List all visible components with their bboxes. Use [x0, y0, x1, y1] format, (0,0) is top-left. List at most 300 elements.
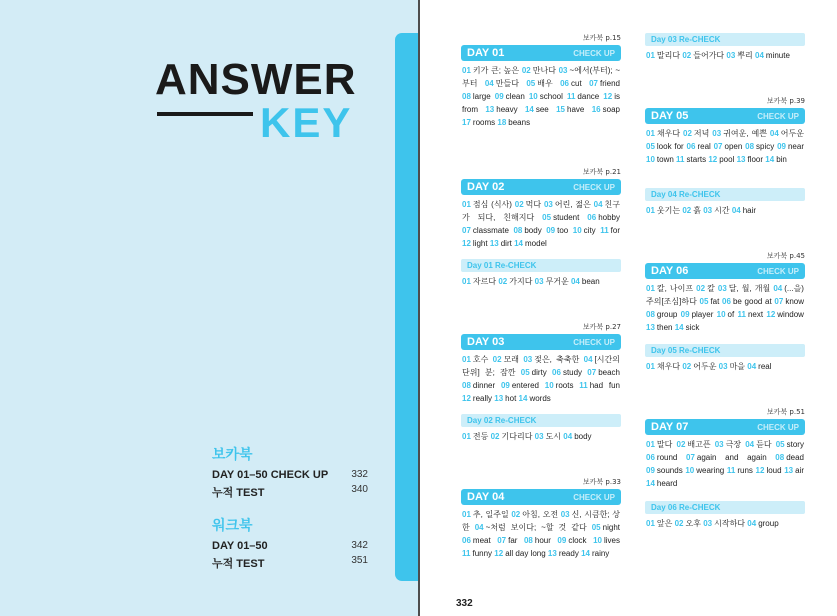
answer-text: 호수: [472, 355, 489, 364]
answer-text: dirty: [531, 368, 547, 377]
answer-item: [646, 310, 677, 319]
answer-list: [645, 357, 805, 373]
answer-text: know: [785, 297, 804, 306]
answer-number: 01: [462, 66, 471, 75]
answer-text: 어린, 젊은: [554, 200, 591, 209]
answer-number: 10: [528, 92, 538, 101]
answer-text: 앞은: [656, 519, 673, 528]
answer-item: [784, 466, 804, 475]
answer-number: 14: [581, 549, 590, 558]
answer-number: 05: [591, 523, 601, 532]
answer-text: hair: [742, 206, 757, 215]
answer-item: [592, 523, 620, 532]
recheck-block: [645, 344, 805, 373]
toc-heading-vocabbook: 보카북: [212, 446, 253, 462]
toc-row-title: DAY 01–50 CHECK UP: [212, 469, 329, 481]
answer-text: rooms: [472, 118, 496, 127]
answer-number: 05: [520, 368, 530, 377]
answer-text: too: [557, 226, 569, 235]
answer-number: 02: [492, 355, 502, 364]
answer-item: [755, 51, 790, 60]
answer-number: 11: [579, 381, 588, 390]
answer-item: [493, 355, 519, 364]
answer-text: see: [535, 105, 549, 114]
day-title: DAY 04: [467, 491, 505, 503]
recheck-label: Re-CHECK: [679, 35, 721, 44]
check-up-label: CHECK UP: [573, 48, 615, 58]
answer-item: [646, 440, 672, 449]
answer-text: starts: [686, 155, 707, 164]
answer-item: [552, 368, 582, 377]
toc-row[interactable]: [212, 540, 368, 552]
answer-number: 01: [646, 51, 655, 60]
answer-number: 08: [523, 536, 533, 545]
recheck-day: Day 03: [651, 35, 677, 44]
answer-item: [535, 277, 569, 286]
day-header-bar: [645, 108, 805, 124]
answer-list: [645, 435, 805, 490]
answer-number: 01: [646, 440, 655, 449]
answer-item: [462, 226, 509, 235]
day-header-bar: [645, 419, 805, 435]
answer-text: 도시: [545, 432, 562, 441]
answer-item: [462, 536, 491, 545]
answer-number: 10: [593, 536, 602, 545]
answer-text: meat: [472, 536, 491, 545]
answer-number: 03: [534, 432, 544, 441]
answer-number: 01: [646, 362, 655, 371]
answer-item: [703, 519, 745, 528]
answer-item: [646, 519, 672, 528]
answer-text: really: [472, 394, 493, 403]
answer-number: 03: [543, 200, 553, 209]
answer-item: [495, 92, 525, 101]
recheck-block: [645, 188, 805, 217]
answer-number: 01: [462, 200, 471, 209]
answer-item: [491, 432, 533, 441]
day-header-bar: [645, 263, 805, 279]
answer-number: 02: [682, 206, 692, 215]
answer-text: ready: [558, 549, 579, 558]
toc-row[interactable]: [212, 484, 368, 500]
answer-number: 07: [497, 536, 507, 545]
answer-item: [462, 92, 491, 101]
answer-text: 시작하다: [714, 519, 746, 528]
answer-number: 09: [680, 310, 690, 319]
answer-item: [522, 66, 556, 75]
answer-number: 01: [646, 206, 655, 215]
answer-text: night: [602, 523, 620, 532]
toc-row-page: 342: [351, 540, 368, 551]
answer-item: [475, 523, 587, 532]
answer-text: bin: [776, 155, 787, 164]
answer-number: 07: [774, 297, 784, 306]
answer-item: [677, 440, 711, 449]
answer-number: 07: [713, 142, 723, 151]
vocab-book-page-ref: 보카북 p.27: [582, 323, 621, 331]
answer-number: 14: [765, 155, 775, 164]
answer-text: body: [524, 226, 542, 235]
answer-item: [571, 277, 600, 286]
answer-item: [745, 440, 771, 449]
day-header-bar: [461, 334, 621, 350]
answer-number: 04: [563, 432, 573, 441]
answer-number: 03: [712, 129, 722, 138]
answer-number: 02: [682, 51, 692, 60]
answer-item: [775, 453, 804, 462]
answer-text: 말다: [656, 440, 673, 449]
answer-number: 09: [500, 381, 510, 390]
answer-number: 02: [674, 519, 684, 528]
answer-number: 14: [646, 479, 655, 488]
answer-number: 09: [546, 226, 556, 235]
check-up-label: CHECK UP: [757, 266, 799, 276]
answer-number: 04: [773, 284, 783, 293]
answer-text: 시간: [714, 206, 730, 215]
answer-item: [646, 284, 693, 293]
answer-text: fat: [710, 297, 720, 306]
answer-text: all day long: [505, 549, 546, 558]
toc-row-title: DAY 01–50: [212, 540, 268, 552]
answer-number: 05: [699, 297, 709, 306]
answer-number: 12: [603, 92, 613, 101]
answer-number: 05: [775, 440, 785, 449]
answer-text: cut: [571, 79, 582, 88]
answer-text: open: [724, 142, 743, 151]
answer-item: [523, 355, 579, 364]
answer-text: 칼, 나이프: [656, 284, 694, 293]
answer-number: 13: [646, 323, 655, 332]
answer-number: 12: [766, 310, 776, 319]
answer-text: friend: [599, 79, 620, 88]
vocab-book-page-ref: 보카북 p.33: [582, 478, 621, 486]
answer-text: 말리다: [656, 51, 681, 60]
answer-number: 01: [462, 355, 471, 364]
answer-text: body: [574, 432, 592, 441]
answer-item: [494, 549, 545, 558]
answer-number: 09: [494, 92, 504, 101]
toc-row-page: 351: [351, 555, 368, 566]
answer-text: group: [758, 519, 779, 528]
answer-item: [685, 466, 724, 475]
answer-item: [727, 466, 753, 475]
check-up-label: CHECK UP: [573, 337, 615, 347]
answer-text: 신, 시큼한; 상한: [462, 510, 621, 532]
answer-item: [560, 79, 582, 88]
answer-item: [745, 142, 774, 151]
answer-number: 08: [775, 453, 785, 462]
toc-row-title: 누적 TEST: [212, 487, 265, 499]
answer-item: [579, 381, 620, 390]
answer-number: 14: [674, 323, 684, 332]
table-of-contents: [212, 444, 368, 574]
answer-text: dirt: [500, 239, 512, 248]
answer-list: [461, 505, 621, 560]
day-block: [645, 96, 805, 166]
answer-item: [738, 310, 764, 319]
answer-item: [703, 206, 729, 215]
answer-item: [682, 51, 724, 60]
day-title: DAY 06: [651, 265, 689, 277]
answer-text: spicy: [756, 142, 775, 151]
answer-item: [587, 213, 620, 222]
answer-text: 점심 (식사): [472, 200, 512, 209]
answer-item: [526, 79, 552, 88]
answer-text: sick: [685, 323, 700, 332]
answer-number: 10: [685, 466, 695, 475]
answer-number: 06: [462, 536, 471, 545]
answer-number: 04: [593, 200, 603, 209]
answer-number: 04: [474, 523, 484, 532]
day-block: [645, 251, 805, 334]
answer-number: 03: [558, 66, 568, 75]
answer-number: 03: [703, 206, 713, 215]
answer-number: 14: [514, 239, 523, 248]
answer-text: far: [508, 536, 518, 545]
answer-item: [535, 432, 561, 441]
answer-text: window: [777, 310, 804, 319]
day-title: DAY 02: [467, 181, 505, 193]
answer-list: [461, 272, 621, 288]
answer-text: floor: [747, 155, 764, 164]
answer-item: [592, 105, 620, 114]
answer-text: funny: [472, 549, 493, 558]
answer-number: 09: [557, 536, 567, 545]
answer-text: 저녁: [693, 129, 710, 138]
answer-list: [645, 514, 805, 530]
answer-text: 배우: [537, 79, 553, 88]
answer-item: [513, 226, 541, 235]
answer-list: [645, 46, 805, 62]
answer-item: [714, 142, 743, 151]
answer-text: story: [786, 440, 804, 449]
answer-number: 02: [521, 66, 531, 75]
answer-number: 17: [462, 118, 471, 127]
answer-text: [시간의 단위] 분; 잠깐: [462, 355, 620, 377]
answer-number: 02: [683, 129, 692, 138]
answer-text: 어두운: [780, 129, 804, 138]
answer-number: 03: [726, 51, 736, 60]
answer-item: [600, 226, 620, 235]
answer-item: [718, 284, 770, 293]
day-title: DAY 07: [651, 421, 689, 433]
answer-text: group: [656, 310, 678, 319]
answer-text: bean: [581, 277, 600, 286]
answer-item: [683, 129, 709, 138]
answer-number: 04: [755, 51, 764, 60]
answer-list: [645, 279, 805, 334]
answer-item: [712, 129, 767, 138]
answer-text: look for: [656, 142, 684, 151]
answer-text: entered: [511, 381, 539, 390]
vocab-book-page-ref: 보카북 p.15: [582, 34, 621, 42]
recheck-header-bar: [645, 501, 805, 514]
answer-item: [715, 440, 741, 449]
answer-number: 04: [583, 355, 593, 364]
answer-number: 06: [646, 453, 655, 462]
answer-item: [525, 105, 549, 114]
page-divider: [418, 0, 420, 616]
answer-text: ~처럼 보이다; ~할 것 같다: [485, 523, 587, 532]
answer-text: beans: [508, 118, 531, 127]
answer-number: 05: [646, 142, 655, 151]
answer-text: minute: [765, 51, 790, 60]
answer-text: sounds: [656, 466, 683, 475]
answer-number: 14: [524, 105, 534, 114]
answer-item: [548, 549, 579, 558]
answer-text: 달, 월, 개월: [728, 284, 771, 293]
answer-number: 07: [462, 226, 471, 235]
answer-text: wearing: [696, 466, 725, 475]
answer-number: 04: [747, 362, 757, 371]
answer-item: [681, 310, 714, 319]
recheck-block: [645, 501, 805, 530]
toc-row[interactable]: [212, 469, 368, 481]
answer-text: dead: [786, 453, 804, 462]
answer-item: [545, 381, 574, 390]
answer-text: large: [472, 92, 491, 101]
answer-number: 13: [736, 155, 746, 164]
check-up-label: CHECK UP: [573, 182, 615, 192]
answer-item: [646, 51, 680, 60]
answer-text: 어두운: [693, 362, 717, 371]
answer-text: clean: [505, 92, 525, 101]
answer-text: classmate: [472, 226, 509, 235]
answer-item: [521, 368, 547, 377]
answer-item: [682, 206, 701, 215]
answer-number: 06: [552, 368, 561, 377]
answer-number: 08: [462, 381, 471, 390]
answer-item: [646, 155, 674, 164]
toc-row[interactable]: [212, 555, 368, 571]
answer-text: dance: [577, 92, 600, 101]
answer-text: model: [525, 239, 547, 248]
answer-item: [542, 213, 579, 222]
answer-text: 만들다: [495, 79, 519, 88]
answer-text: 흙: [693, 206, 701, 215]
answer-number: 13: [784, 466, 794, 475]
answer-text: 키가 큰; 높은: [472, 66, 520, 75]
answer-text: had fun: [589, 381, 620, 390]
answer-item: [581, 549, 609, 558]
answer-item: [676, 155, 706, 164]
check-up-label: CHECK UP: [757, 111, 799, 121]
answer-list: [645, 201, 805, 217]
answer-number: 13: [489, 239, 499, 248]
answer-text: town: [656, 155, 674, 164]
answer-item: [556, 105, 584, 114]
answer-item: [462, 118, 495, 127]
day-title: DAY 01: [467, 47, 505, 59]
answer-list: [461, 195, 621, 250]
answer-item: [462, 200, 512, 209]
answer-item: [777, 142, 804, 151]
answer-number: 01: [646, 519, 655, 528]
answer-text: loud: [766, 466, 782, 475]
recheck-label: Re-CHECK: [495, 261, 537, 270]
answer-item: [546, 226, 568, 235]
answer-number: 11: [676, 155, 685, 164]
answer-number: 05: [542, 213, 552, 222]
answer-text: 웃기는: [656, 206, 681, 215]
answer-number: 13: [547, 549, 557, 558]
toc-row-page: 332: [351, 469, 368, 480]
recheck-label: Re-CHECK: [679, 190, 721, 199]
answer-number: 04: [570, 277, 580, 286]
answer-text: 모래: [503, 355, 520, 364]
day-title: DAY 03: [467, 336, 505, 348]
answer-number: 12: [462, 239, 471, 248]
answer-item: [462, 239, 488, 248]
answer-text: 젖은, 축축한: [534, 355, 580, 364]
answer-item: [497, 536, 517, 545]
answer-item: [462, 549, 492, 558]
answer-number: 06: [722, 297, 731, 306]
answer-text: heavy: [496, 105, 518, 114]
answer-item: [646, 362, 680, 371]
answer-text: round: [656, 453, 678, 462]
answer-number: 10: [716, 310, 726, 319]
answer-item: [646, 453, 677, 462]
answer-text: then: [656, 323, 673, 332]
answer-text: 가지다: [509, 277, 533, 286]
answer-item: [462, 66, 519, 75]
answer-text: air: [795, 466, 804, 475]
day-header-bar: [461, 489, 621, 505]
answer-text: be good at: [732, 297, 772, 306]
answer-text: 만나다: [532, 66, 556, 75]
answer-item: [514, 239, 547, 248]
answer-text: 배고픈: [687, 440, 711, 449]
answer-item: [498, 277, 532, 286]
check-up-label: CHECK UP: [757, 422, 799, 432]
answer-item: [515, 200, 541, 209]
answer-number: 01: [462, 432, 471, 441]
answer-number: 09: [777, 142, 786, 151]
answer-item: [726, 51, 752, 60]
answer-number: 13: [494, 394, 504, 403]
answer-number: 14: [518, 394, 528, 403]
toc-heading-workbook: 워크북: [212, 517, 253, 533]
toc-row-title: 누적 TEST: [212, 558, 265, 570]
answer-item: [557, 536, 586, 545]
page-number: 332: [456, 598, 473, 609]
answer-number: 02: [498, 277, 508, 286]
answer-item: [747, 519, 778, 528]
check-up-label: CHECK UP: [573, 492, 615, 502]
answer-text: study: [562, 368, 583, 377]
answer-text: light: [472, 239, 488, 248]
answer-text: heard: [656, 479, 678, 488]
vocab-book-page-ref: 보카북 p.51: [766, 408, 805, 416]
answer-item: [567, 92, 599, 101]
vocab-book-page-ref: 보카북 p.39: [766, 97, 805, 105]
answer-number: 04: [747, 519, 757, 528]
answer-number: 16: [591, 105, 601, 114]
answer-text: roots: [555, 381, 574, 390]
recheck-header-bar: [461, 259, 621, 272]
answer-item: [519, 394, 551, 403]
answer-text: 오후: [685, 519, 701, 528]
day-title: DAY 05: [651, 110, 689, 122]
vocab-book-page-ref: 보카북 p.45: [766, 252, 805, 260]
answer-number: 08: [646, 310, 655, 319]
answer-number: 03: [703, 519, 713, 528]
answer-text: rainy: [591, 549, 610, 558]
answer-text: clock: [568, 536, 587, 545]
answer-item: [646, 466, 683, 475]
answer-text: 극장: [725, 440, 742, 449]
